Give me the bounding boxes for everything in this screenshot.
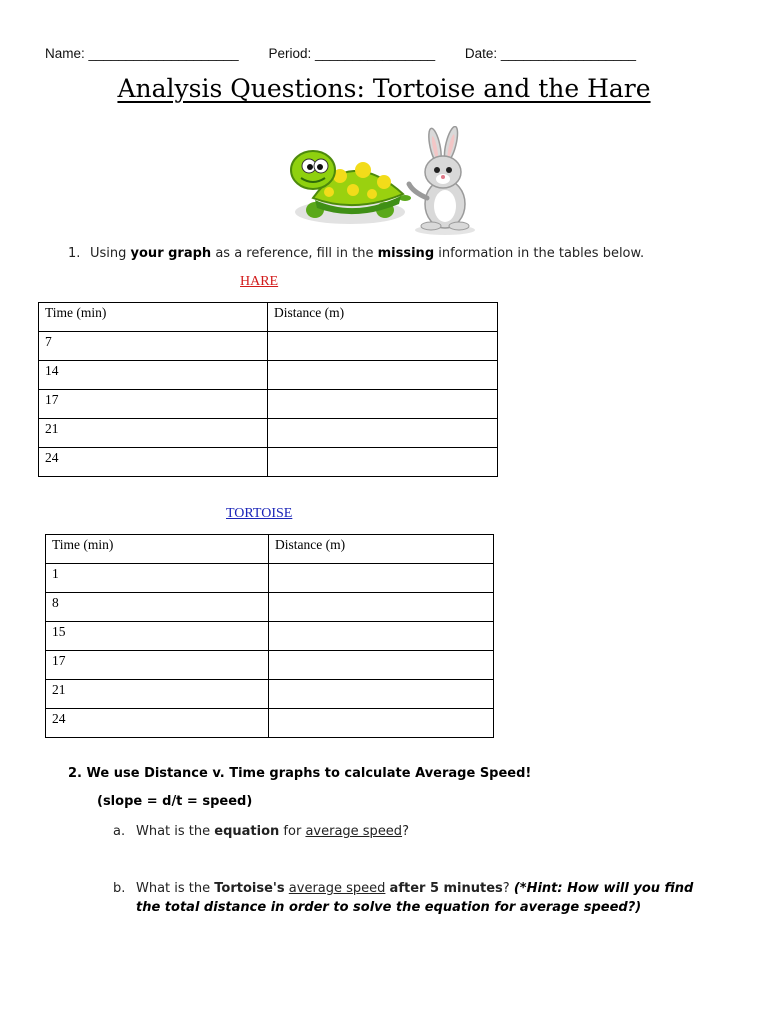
- table-row: [46, 680, 494, 709]
- table-row: [39, 419, 498, 448]
- table-row: [46, 651, 494, 680]
- period-field[interactable]: Period: ________________: [268, 46, 436, 61]
- q1-text-3: information in the tables below.: [434, 246, 645, 261]
- distance-cell[interactable]: [268, 419, 498, 448]
- question-2a-letter: a.: [113, 824, 126, 839]
- table-row: [46, 709, 494, 738]
- time-cell: 7: [39, 332, 268, 361]
- table-row: [39, 361, 498, 390]
- question-2: 2. We use Distance v. Time graphs to calculate Average Speed!: [68, 766, 532, 781]
- distance-cell[interactable]: [269, 709, 494, 738]
- header-fields: [45, 46, 662, 61]
- distance-header: Distance (m): [268, 303, 498, 332]
- q2a-text-2: for: [279, 824, 306, 839]
- time-cell: 24: [46, 709, 269, 738]
- time-cell: 1: [46, 564, 269, 593]
- table-row: [39, 448, 498, 477]
- q2b-underline-1: average speed: [288, 881, 386, 896]
- table-row: [46, 593, 494, 622]
- question-1-number: 1.: [68, 246, 81, 261]
- time-header: Time (min): [39, 303, 268, 332]
- tortoise-hare-illustration: [285, 126, 490, 236]
- q2a-text-1: What is the: [136, 824, 215, 839]
- distance-cell[interactable]: [269, 564, 494, 593]
- q2b-hint-line-2: the total distance in order to solve the equation for average speed?): [136, 900, 642, 915]
- hare-table-label: HARE: [240, 274, 279, 289]
- table-row: [39, 390, 498, 419]
- hare-table: [38, 302, 498, 477]
- q1-text-2: as a reference, fill in the: [211, 246, 378, 261]
- time-cell: 8: [46, 593, 269, 622]
- question-2a: [113, 824, 409, 839]
- distance-header: Distance (m): [269, 535, 494, 564]
- question-2-formula: (slope = d/t = speed): [97, 794, 253, 809]
- question-2b: [113, 879, 733, 917]
- time-cell: 21: [46, 680, 269, 709]
- time-cell: 17: [46, 651, 269, 680]
- time-cell: 15: [46, 622, 269, 651]
- table-row: [39, 332, 498, 361]
- table-row: [46, 622, 494, 651]
- distance-cell[interactable]: [268, 448, 498, 477]
- time-cell: 14: [39, 361, 268, 390]
- name-field[interactable]: Name: ____________________: [45, 46, 239, 61]
- q2b-text-1: What is the: [136, 881, 215, 896]
- page-title-text: Analysis Questions: Tortoise and the Hare: [117, 74, 651, 103]
- time-cell: 24: [39, 448, 268, 477]
- table-header-row: [46, 535, 494, 564]
- distance-cell[interactable]: [268, 390, 498, 419]
- tortoise-image: [291, 151, 411, 224]
- date-field[interactable]: Date: __________________: [464, 46, 637, 61]
- question-1: [68, 246, 644, 261]
- distance-cell[interactable]: [269, 593, 494, 622]
- q1-text-1: Using: [90, 246, 131, 261]
- tortoise-table-label: TORTOISE: [226, 506, 293, 521]
- q2b-hint-line-1: (*Hint: How will you find: [513, 881, 694, 896]
- q1-bold-2: missing: [377, 246, 435, 261]
- time-cell: 17: [39, 390, 268, 419]
- q2a-bold-1: equation: [214, 824, 280, 839]
- time-header: Time (min): [46, 535, 269, 564]
- distance-cell[interactable]: [269, 651, 494, 680]
- distance-cell[interactable]: [269, 622, 494, 651]
- q2a-underline-1: average speed: [305, 824, 403, 839]
- distance-cell[interactable]: [268, 361, 498, 390]
- table-header-row: [39, 303, 498, 332]
- page-title: [0, 74, 768, 103]
- hare-image: [409, 126, 475, 235]
- distance-cell[interactable]: [268, 332, 498, 361]
- table-row: [46, 564, 494, 593]
- q2b-text-4: ?: [502, 881, 514, 896]
- q2b-bold-2: after 5 minutes: [389, 881, 503, 896]
- q1-bold-1: your graph: [130, 246, 212, 261]
- q2b-bold-1: Tortoise's: [214, 881, 285, 896]
- distance-cell[interactable]: [269, 680, 494, 709]
- question-2b-letter: b.: [113, 881, 126, 896]
- q2a-text-3: ?: [402, 824, 409, 839]
- tortoise-table: [45, 534, 494, 738]
- time-cell: 21: [39, 419, 268, 448]
